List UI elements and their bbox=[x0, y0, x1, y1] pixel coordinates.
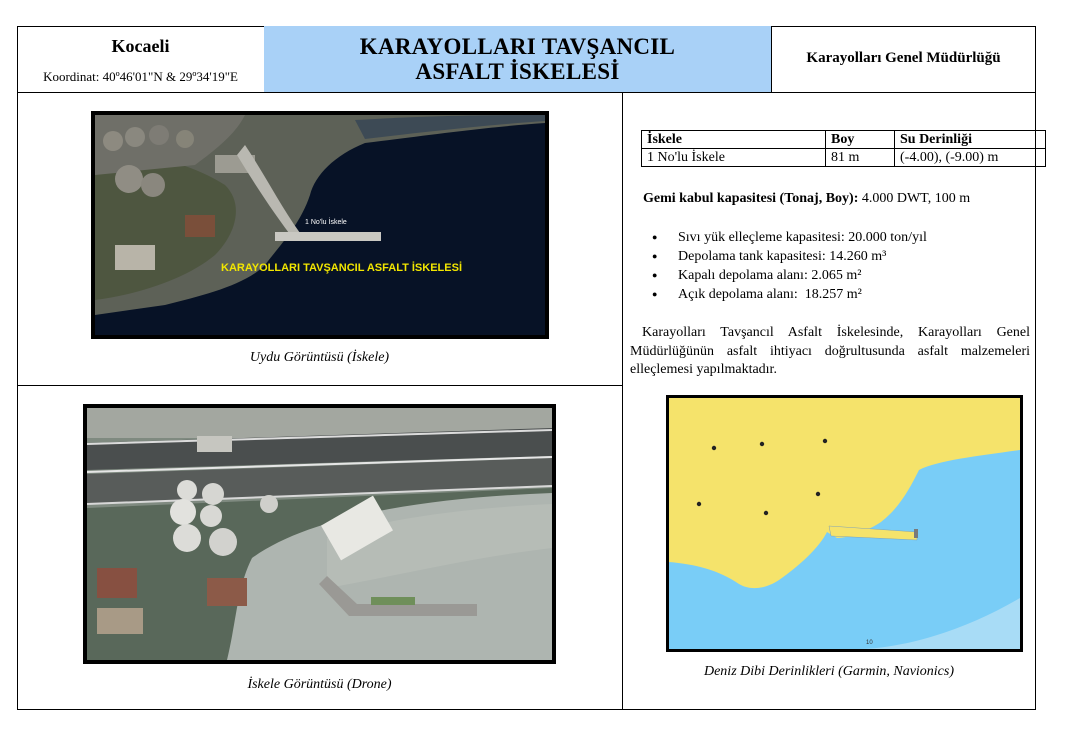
column-divider bbox=[622, 92, 623, 710]
organization-name: Karayolları Genel Müdürlüğü bbox=[806, 50, 1001, 66]
list-item: ● Sıvı yük elleçleme kapasitesi: 20.000 ton/yıl bbox=[652, 228, 927, 247]
drone-caption: İskele Görüntüsü (Drone) bbox=[247, 677, 392, 692]
satellite-overlay-title: KARAYOLLARI TAVŞANCIL ASFALT İSKELESİ bbox=[221, 262, 462, 274]
title-line-2: ASFALT İSKELESİ bbox=[415, 59, 620, 84]
list-item: ● Depolama tank kapasitesi: 14.260 m³ bbox=[652, 247, 927, 266]
depth-point bbox=[697, 502, 701, 506]
list-item: ● Açık depolama alanı: 18.257 m² bbox=[652, 285, 927, 304]
column-header-depth: Su Derinliği bbox=[895, 131, 1046, 149]
depth-point bbox=[816, 492, 820, 496]
facility-facts-list bbox=[652, 228, 927, 304]
cell-water-depth: (-4.00), (-9.00) m bbox=[895, 149, 1046, 167]
header-location-cell bbox=[17, 26, 265, 93]
ship-capacity-value: 4.000 DWT, 100 m bbox=[858, 191, 971, 206]
cell-pier-name: 1 No'lu İskele bbox=[642, 149, 826, 167]
satellite-image-drawing bbox=[95, 115, 545, 335]
list-item: ● Kapalı depolama alanı: 2.065 m² bbox=[652, 266, 927, 285]
header-title-cell bbox=[264, 26, 772, 93]
depth-point bbox=[760, 442, 764, 446]
drone-image bbox=[83, 404, 556, 664]
column-header-pier: İskele bbox=[642, 131, 826, 149]
title-line-1: KARAYOLLARI TAVŞANCIL bbox=[359, 34, 676, 59]
depth-point bbox=[764, 511, 768, 515]
ship-capacity-label: Gemi kabul kapasitesi (Tonaj, Boy): bbox=[643, 191, 859, 206]
satellite-image bbox=[91, 111, 549, 339]
depth-point bbox=[823, 439, 827, 443]
column-header-length: Boy bbox=[826, 131, 895, 149]
province-name: Kocaeli bbox=[111, 36, 170, 56]
table-header-row bbox=[642, 131, 1046, 149]
drone-image-drawing bbox=[87, 408, 552, 660]
depth-contour-label: 10 bbox=[866, 640, 873, 646]
ship-capacity bbox=[643, 191, 970, 207]
description-paragraph: Karayolları Tavşancıl Asfalt İskelesinde, Karayolları Genel Müdürlüğünün asfalt ihtiyacı doğrultusunda asfalt malzemeleri elleçlemesi yapılmaktadır. bbox=[630, 325, 1030, 377]
depth-chart-drawing bbox=[669, 398, 1020, 649]
header-org-cell bbox=[771, 26, 1036, 93]
table-row bbox=[642, 149, 1046, 167]
satellite-caption: Uydu Görüntüsü (İskele) bbox=[249, 350, 390, 365]
depth-chart-caption: Deniz Dibi Derinlikleri (Garmin, Navionics) bbox=[703, 664, 955, 679]
depth-chart bbox=[666, 395, 1023, 652]
row-divider bbox=[17, 385, 622, 386]
satellite-pier-label: 1 No'lu İskele bbox=[305, 219, 347, 226]
page-title bbox=[264, 34, 771, 84]
cell-pier-length: 81 m bbox=[826, 149, 895, 167]
pier-spec-table bbox=[641, 130, 1046, 167]
coordinates: Koordinat: 40º46'01"N & 29º34'19"E bbox=[43, 69, 238, 84]
depth-point bbox=[712, 446, 716, 450]
